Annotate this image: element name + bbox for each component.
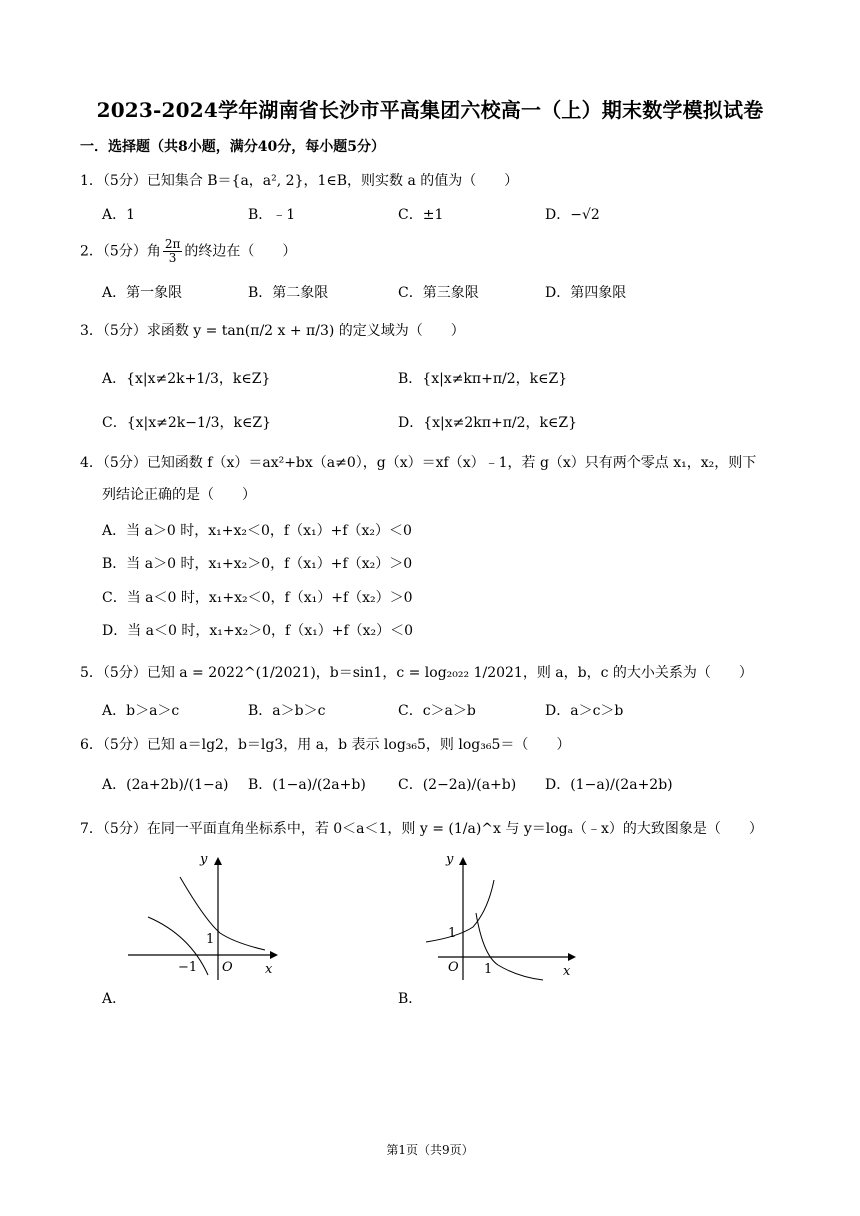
q2-option-d: D．第四象限 [545,285,627,301]
q2-option-a: A．第一象限 [102,285,183,301]
q4-option-c: C．当 a＜0 时，x₁+x₂＜0，f（x₁）+f（x₂）＞0 [102,590,413,606]
question-7-stem: 7．（5分）在同一平面直角坐标系中，若 0＜a＜1，则 y = (1/a)^x 与 y＝logₐ（﹣x）的大致图象是（ ） [80,821,763,837]
q5-option-d: D．a＞c＞b [545,703,624,719]
graph-a-y-label: y [200,852,208,867]
q1-option-b: B．﹣1 [248,207,296,223]
section-heading: 一．选择题（共8小题，满分40分，每小题5分） [80,139,385,155]
question-2-pre: 2．（5分）角 [80,243,161,260]
q7-option-a: A． [102,991,127,1007]
graph-a-exp-curve [180,877,265,950]
q3-option-d: D．{x|x≠2kπ+π/2，k∈Z} [398,415,577,431]
question-2-stem [80,238,296,265]
q6-option-a: A．(2a+2b)/(1−a) [102,777,229,793]
graph-b-exp-curve [426,880,494,942]
question-3-stem: 3．（5分）求函数 y = tan(π/2 x + π/3) 的定义域为（ ） [80,323,465,339]
q1-option-d: D．−√2 [545,207,600,223]
q1-option-a: A．1 [102,207,136,223]
graph-b-y-label: y [446,852,454,867]
graph-b-one-label-y: 1 [448,926,457,941]
graph-a-origin-label: O [222,960,233,975]
q5-option-b: B．a＞b＞c [248,703,326,719]
q4-option-d: D．当 a＜0 时，x₁+x₂＞0，f（x₁）+f（x₂）＜0 [102,623,414,639]
q5-option-a: A．b＞a＞c [102,703,180,719]
exam-title: 2023-2024学年湖南省长沙市平高集团六校高一（上）期末数学模拟试卷 [96,98,764,122]
graph-a-one-label: 1 [206,932,215,947]
question-5-stem: 5．（5分）已知 a = 2022^(1/2021)，b＝sin1，c = log₂₀₂₂ 1/2021，则 a，b，c 的大小关系为（ ） [80,665,753,681]
q6-option-c: C．(2−2a)/(a+b) [398,777,517,793]
graph-a-neg-one-label: −1 [178,960,198,975]
graph-a-y-arrow [214,857,222,865]
graph-b-x-arrow [568,953,576,961]
graph-b-one-label-x: 1 [484,962,493,977]
q6-option-d: D．(1−a)/(2a+2b) [545,777,673,793]
q2-option-c: C．第三象限 [398,285,479,301]
q2-fraction [163,238,183,265]
question-1-stem [80,170,518,190]
q3-option-a: A．{x|x≠2k+1/3，k∈Z} [102,371,271,387]
page-footer: 第1页（共9页） [386,1143,474,1157]
graph-a-x-arrow [270,951,278,959]
q4-option-a: A．当 a＞0 时，x₁+x₂＜0，f（x₁）+f（x₂）＜0 [102,523,412,539]
q7-option-b: B． [398,991,423,1007]
question-6-stem: 6．（5分）已知 a＝lg2，b＝lg3，用 a，b 表示 log₃₆5，则 log₃₆5＝（ ） [80,737,571,753]
question-2-post: 的终边在（ ） [184,243,297,260]
graph-a-x-label: x [265,962,273,977]
q6-option-b: B．(1−a)/(2a+b) [248,777,366,793]
q3-option-c: C．{x|x≠2k−1/3，k∈Z} [102,415,271,431]
graph-b-origin-label: O [448,960,459,975]
q2-frac-den: 3 [168,251,177,265]
question-1-text: 1．（5分）已知集合 B＝{a，a², 2}，1∈B，则实数 a 的值为（ ） [80,173,519,189]
q5-option-c: C．c＞a＞b [398,703,476,719]
q1-option-c: C．±1 [398,207,444,223]
graph-b-x-label: x [563,964,571,979]
q3-option-b: B．{x|x≠kπ+π/2，k∈Z} [398,371,568,387]
question-4-line-1: 4．（5分）已知函数 f（x）＝ax²+bx（a≠0），g（x）＝xf（x）﹣1，若 g（x）只有两个零点 x₁，x₂，则下 [80,455,757,471]
graph-b-y-arrow [459,857,467,865]
question-4-line-2: 列结论正确的是（ ） [102,487,256,503]
graph-b [418,845,588,985]
graph-a [120,845,290,985]
q2-frac-num: 2π [164,237,181,251]
q4-option-b: B．当 a＞0 时，x₁+x₂＞0，f（x₁）+f（x₂）＞0 [102,556,413,572]
q2-option-b: B．第二象限 [248,285,329,301]
